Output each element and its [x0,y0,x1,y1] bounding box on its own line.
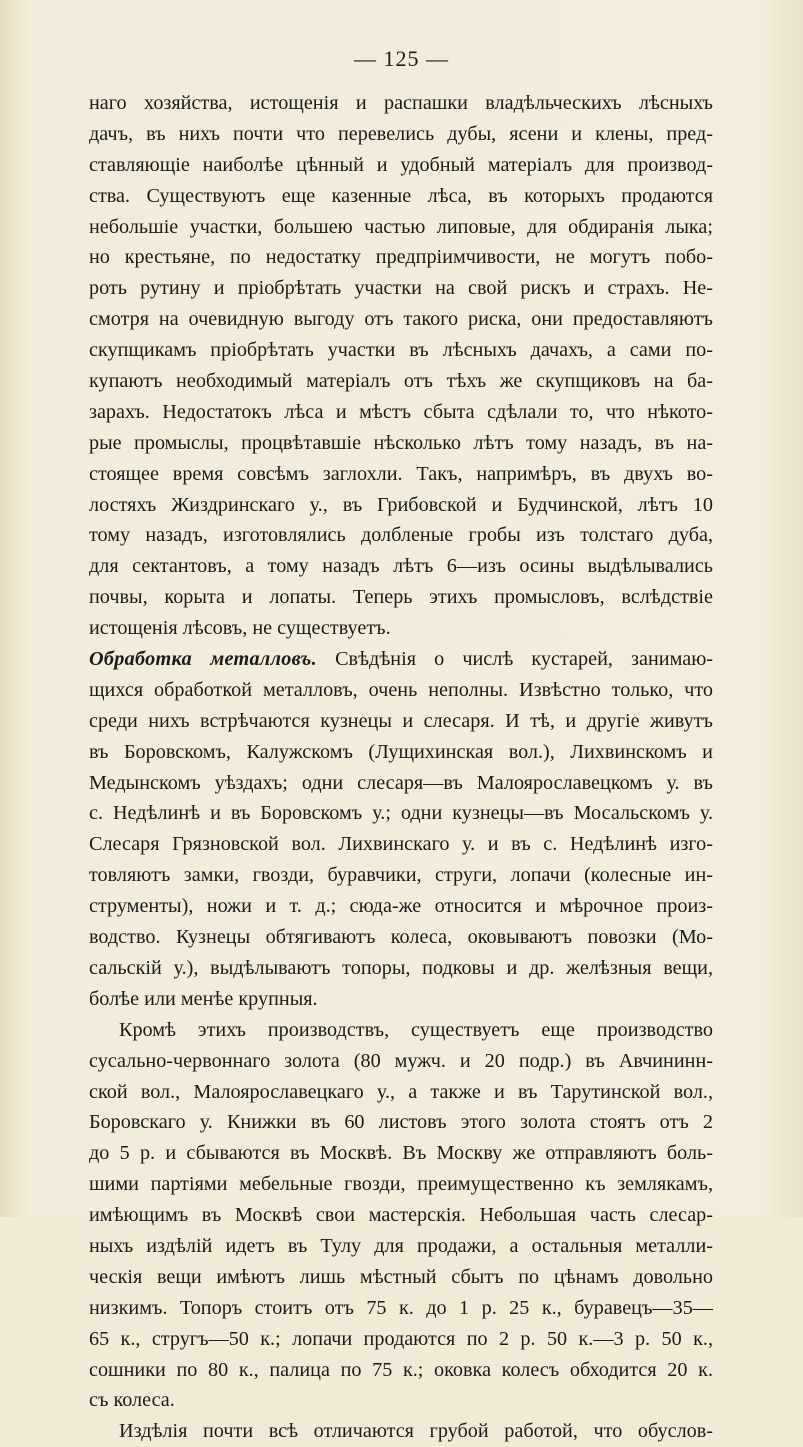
text-line [89,397,713,428]
text-line [89,1293,713,1324]
line-text: струменты), ножи и т. д.; сюда-же относится и мѣрочное произ- [89,895,713,918]
line-text: тому назадъ, изготовлялись долбленые гробы изъ толстаго дуба, [89,524,713,547]
line-text: с. Недѣлинѣ и въ Боровскомъ у.; одни кузнецы—въ Мосальскомъ у. [89,802,713,825]
text-line [89,366,713,397]
text-line [89,984,713,1015]
line-text: товляютъ замки, гвозди, буравчики, струги, лопачи (колесные ин- [89,864,713,887]
text-line [89,922,713,953]
line-text: роть рутину и пріобрѣтать участки на свой рискъ и страхъ. Не- [89,277,713,300]
text-line [89,212,713,243]
text-line [89,891,713,922]
text-line [89,675,713,706]
text-line [89,737,713,768]
text-line [89,181,713,212]
text-line [89,304,713,335]
text-line [89,459,713,490]
line-text: водство. Кузнецы обтягиваютъ колеса, оковываютъ повозки (Мо- [89,926,713,949]
text-line [89,1107,713,1138]
line-text: сусально-червоннаго золота (80 мужч. и 20 подр.) въ Авчининн- [89,1049,713,1072]
line-text: щихся обработкой металловъ, очень неполны. Извѣстно только, что [89,678,713,701]
line-text: купаютъ необходимый матеріалъ отъ тѣхъ же скупщиковъ на ба- [89,370,713,393]
line-text: шими партіями мебельные гвозди, преимущественно къ землякамъ, [89,1173,713,1196]
text-line [89,768,713,799]
text-line [89,119,713,150]
line-text: среди нихъ встрѣчаются кузнецы и слесаря. И тѣ, и другіе живутъ [89,709,713,732]
line-text: ства. Существуютъ еще казенные лѣса, въ которыхъ продаются [89,184,713,207]
text-line [89,829,713,860]
line-text: болѣе или менѣе крупныя. [89,987,318,1010]
text-line [89,1046,713,1077]
page-body-text [89,88,713,1447]
line-text: сальскій у.), выдѣлываютъ топоры, подковы и др. желѣзныя вещи, [89,956,713,979]
text-line [89,1169,713,1200]
text-line [89,1200,713,1231]
text-line [89,242,713,273]
line-text: Свѣдѣнія о числѣ кустарей, занимаю- [316,648,713,671]
line-text: Издѣлія почти всѣ отличаются грубой работой, что обуслов- [119,1420,713,1443]
text-line [89,1355,713,1386]
line-text: истощенія лѣсовъ, не существуетъ. [89,617,391,640]
text-line [89,706,713,737]
line-text: лостяхъ Жиздринскаго у., въ Грибовской и Будчинской, лѣтъ 10 [89,493,713,516]
line-text: смотря на очевидную выгоду отъ такого риска, они предоставляютъ [89,308,713,331]
text-line [89,335,713,366]
text-line [89,953,713,984]
line-text: Кромѣ этихъ производствъ, существуетъ еще производство [119,1018,713,1041]
line-text: въ Боровскомъ, Калужскомъ (Лущихинская вол.), Лихвинскомъ и [89,740,713,763]
line-text: 65 к., стругъ—50 к.; лопачи продаются по 2 р. 50 к.—3 р. 50 к., [89,1327,713,1350]
text-line [89,150,713,181]
line-text: но крестьяне, по недостатку предпріимчивости, не могутъ побо- [89,246,713,269]
text-line [89,88,713,119]
text-line [89,273,713,304]
section-heading: Обработка металловъ. [89,648,317,671]
line-text: ческія вещи имѣютъ лишь мѣстный сбытъ по цѣнамъ довольно [89,1265,713,1288]
line-text: до 5 р. и сбываются въ Москвѣ. Въ Москву же отправляютъ боль- [89,1142,713,1165]
line-text: Боровскаго у. Книжки въ 60 листовъ этого золота стоятъ отъ 2 [89,1111,713,1134]
line-text: скупщикамъ пріобрѣтать участки въ лѣсныхъ дачахъ, а сами по- [89,339,713,362]
line-text: ставляющіе наиболѣе цѣнный и удобный матеріалъ для производ- [89,153,713,176]
line-text: низкимъ. Топоръ стоитъ отъ 75 к. до 1 р. 25 к., буравецъ—35— [89,1296,713,1319]
line-text: Медынскомъ уѣздахъ; одни слесаря—въ Малоярославецкомъ у. въ [89,771,713,794]
line-text: съ колеса. [89,1389,175,1412]
text-line [89,582,713,613]
text-line [89,1324,713,1355]
text-line [89,551,713,582]
line-text: наго хозяйства, истощенія и распашки владѣльческихъ лѣсныхъ [89,92,713,114]
line-text: дачъ, въ нихъ почти что перевелись дубы, ясени и клены, пред- [89,122,713,145]
text-line [89,1138,713,1169]
text-line [89,1385,713,1416]
line-text: имѣющимъ въ Москвѣ свои мастерскія. Небольшая часть слесар- [89,1204,713,1227]
line-text: почвы, корыта и лопаты. Теперь этихъ промысловъ, вслѣдствіе [89,586,713,609]
text-line [89,644,713,675]
text-line [89,860,713,891]
line-text: для сектантовъ, а тому назадъ лѣтъ 6—изъ осины выдѣлывались [89,555,713,578]
line-text: ской вол., Малоярославецкаго у., а также и въ Тарутинской вол., [89,1080,713,1103]
text-line [89,613,713,644]
line-text: небольшіе участки, большею частью липовые, для обдиранія лыка; [89,215,713,238]
text-line [89,428,713,459]
text-line [89,798,713,829]
text-line [89,1077,713,1108]
text-line [89,490,713,521]
text-line [89,520,713,551]
line-text: зарахъ. Недостатокъ лѣса и мѣстъ сбыта сдѣлали то, что нѣкото- [89,400,713,423]
text-line [89,1262,713,1293]
line-text: ныхъ издѣлій идетъ въ Тулу для продажи, а остальныя металли- [89,1234,713,1257]
line-text: Слесаря Грязновской вол. Лихвинскаго у. и въ с. Недѣлинѣ изго- [89,833,713,856]
line-text: сошники по 80 к., палица по 75 к.; оковка колесъ обходится 20 к. [89,1358,713,1381]
text-line [89,1231,713,1262]
line-text: рые промыслы, процвѣтавшіе нѣсколько лѣтъ тому назадъ, въ на- [89,431,713,454]
text-line [89,1416,713,1447]
page-number: — 125 — [354,46,449,71]
line-text: стоящее время совсѣмъ заглохли. Такъ, напримѣръ, въ двухъ во- [89,462,713,485]
text-line [89,1015,713,1046]
